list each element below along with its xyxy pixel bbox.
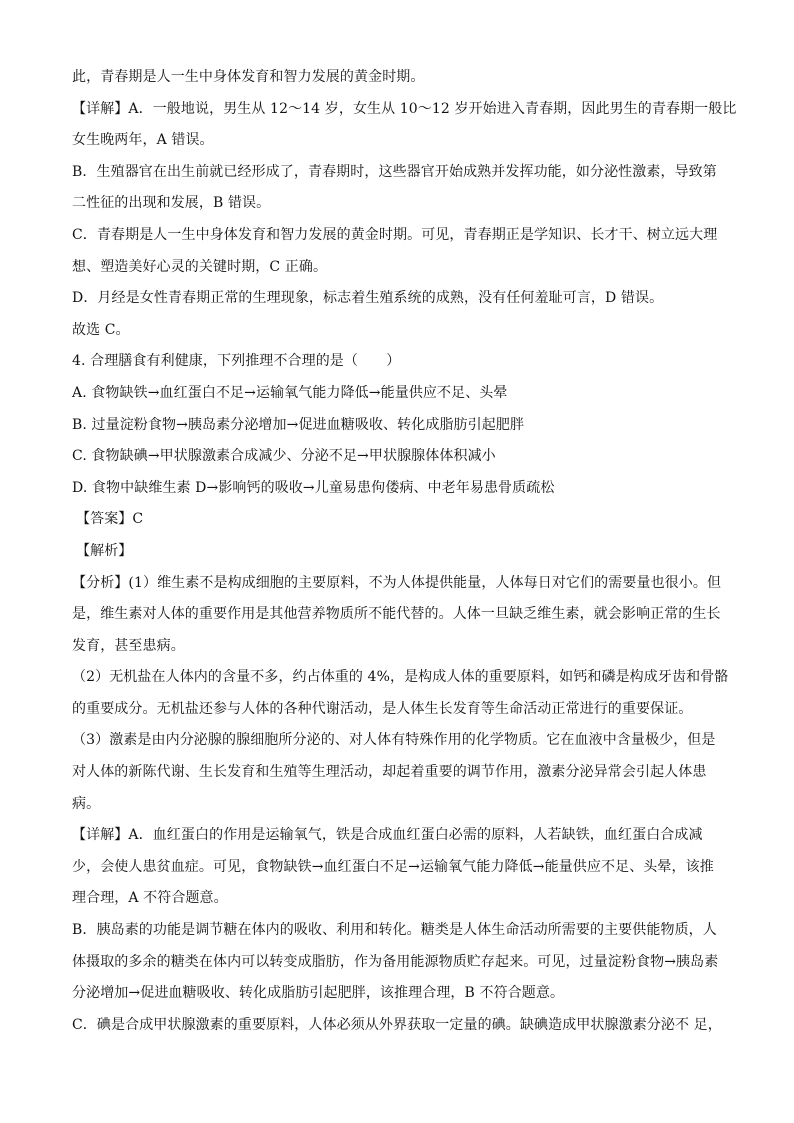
text-line: 分泌增加→促进血糖吸收、转化成脂肪引起肥胖，该推理合理，B 不符合题意。: [72, 985, 565, 1002]
text-line: 病。: [72, 795, 101, 812]
text-line: D．月经是女性青春期正常的生理现象，标志着生殖系统的成熟，没有任何羞耻可言，D 错误。: [72, 290, 664, 307]
text-line: 想、塑造美好心灵的关键时期，C 正确。: [72, 258, 328, 275]
option-b: B. 过量淀粉食物→胰岛素分泌增加→促进血糖吸收、转化成脂肪引起肥胖: [72, 416, 525, 433]
text-line: 对人体的新陈代谢、生长发育和生殖等生理活动，却起着重要的调节作用，激素分泌异常会引起人体患: [72, 764, 707, 781]
option-c: C. 食物缺碘→甲状腺激素合成减少、分泌不足→甲状腺腺体体积减小: [72, 448, 496, 465]
option-a: A. 食物缺铁→血红蛋白不足→运输氧气能力降低→能量供应不足、头晕: [72, 384, 508, 401]
text-line: 发育，甚至患病。: [72, 637, 185, 654]
text-line: B．生殖器官在出生前就已经形成了，青春期时，这些器官开始成熟并发挥功能，如分泌性激素，导致第: [72, 163, 717, 180]
answer-label: 【答案】C: [76, 511, 144, 528]
text-line: 的重要成分。无机盐还参与人体的各种代谢活动，是人体生长发育等生命活动正常进行的重要保证。: [72, 700, 693, 717]
text-line: 故选 C。: [72, 321, 130, 338]
text-line: C．青春期是人一生中身体发育和智力发展的黄金时期。可见，青春期正是学知识、长才干、树立远大理: [72, 226, 718, 243]
text-line: 二性征的出现和发展，B 错误。: [72, 195, 271, 212]
text-line: 此，青春期是人一生中身体发育和智力发展的黄金时期。: [72, 69, 425, 85]
analysis-label: 【解析】: [76, 542, 133, 559]
text-line: 是，维生素对人体的重要作用是其他营养物质所不能代替的。人体一旦缺乏维生素，就会影响正常的生长: [72, 606, 721, 623]
text-line: （3）激素是由内分泌腺的腺细胞所分泌的、对人体有特殊作用的化学物质。它在血液中含量极少，但是: [72, 732, 716, 749]
text-line: B．胰岛素的功能是调节糖在体内的吸收、利用和转化。糖类是人体生命活动所需要的主要供能物质，人: [72, 922, 717, 939]
question-stem: 4. 合理膳食有利健康，下列推理不合理的是（ ）: [72, 353, 401, 370]
option-d: D. 食物中缺维生素 D→影响钙的吸收→儿童易患佝偻病、中老年易患骨质疏松: [72, 479, 555, 496]
text-line: C．碘是合成甲状腺激素的重要原料，人体必须从外界获取一定量的碘。缺碘造成甲状腺激素分泌不 足，: [72, 1016, 722, 1033]
text-line: 【分析】(1）维生素不是构成细胞的主要原料，不为人体提供能量，人体每日对它们的需要量也很小。但: [72, 574, 722, 591]
text-line: （2）无机盐在人体内的含量不多，约占体重的 4%，是构成人体的重要原料，如钙和磷是构成牙齿和骨骼: [72, 669, 729, 686]
text-line: 【详解】A．一般地说，男生从 12～14 岁，女生从 10～12 岁开始进入青春期，因此男生的青春期一般比: [72, 100, 737, 117]
text-line: 少，会使人患贫血症。可见，食物缺铁→血红蛋白不足→运输氧气能力降低→能量供应不足、头晕，该推: [72, 858, 714, 875]
text-line: 理合理，A 不符合题意。: [72, 890, 228, 907]
text-line: 女生晚两年，A 错误。: [72, 132, 214, 149]
text-line: 【详解】A．血红蛋白的作用是运输氧气，铁是合成血红蛋白必需的原料，人若缺铁，血红蛋白合成减: [72, 827, 703, 844]
text-line: 体摄取的多余的糖类在体内可以转变成脂肪，作为备用能源物质贮存起来。可见，过量淀粉食物→胰岛素: [72, 953, 719, 970]
